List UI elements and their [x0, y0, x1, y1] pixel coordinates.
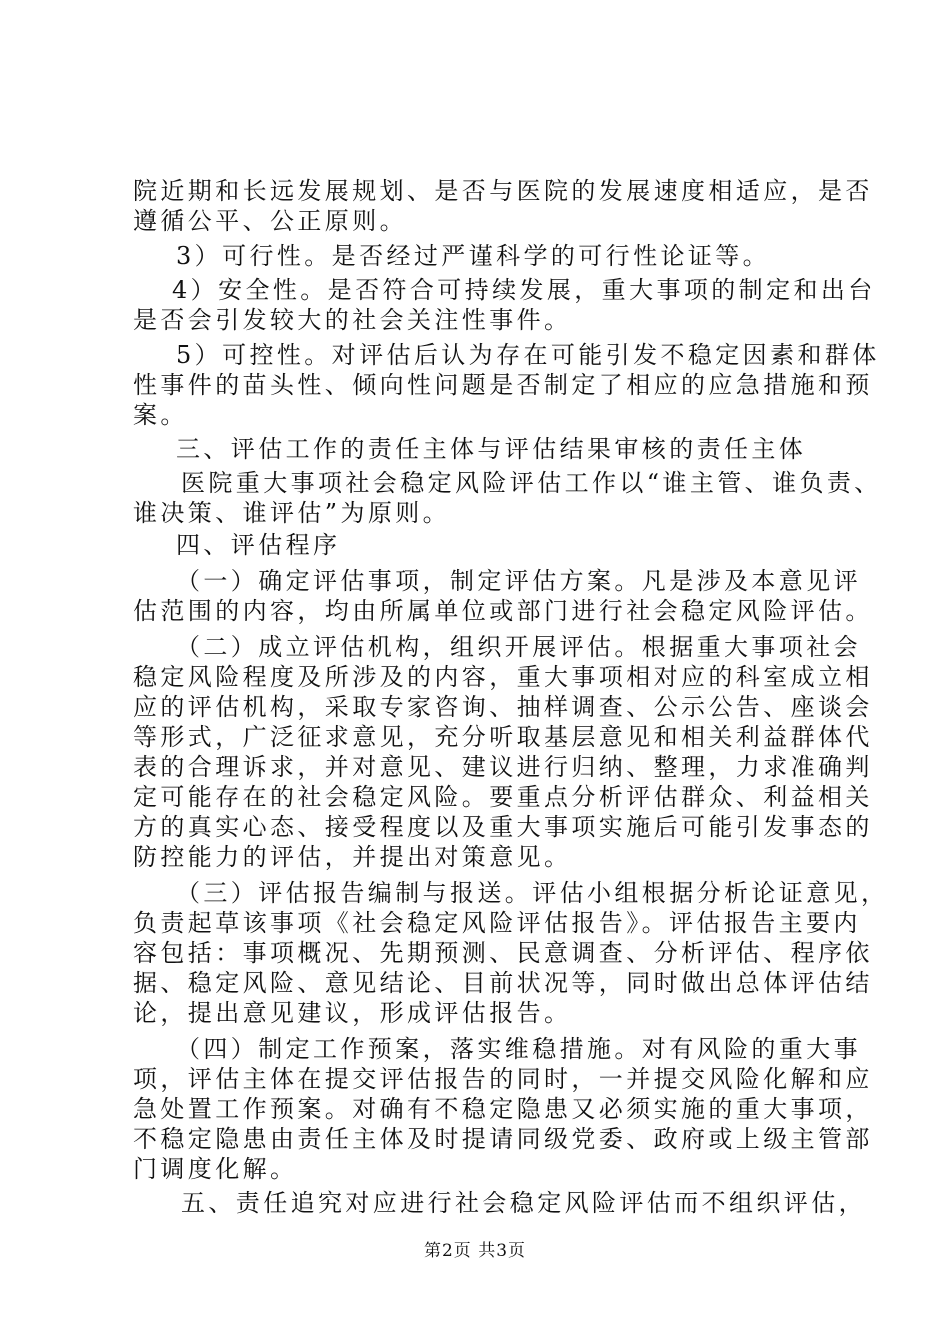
body-text-line: （二）成立评估机构，组织开展评估。根据重大事项社会 [176, 633, 861, 661]
body-text-line: 案。 [133, 401, 188, 429]
body-text-line: 不稳定隐患由责任主体及时提请同级党委、政府或上级主管部 [133, 1125, 873, 1153]
body-text-line: 医院重大事项社会稳定风险评估工作以“谁主管、谁负责、 [181, 469, 882, 497]
body-text-line: 负责起草该事项《社会稳定风险评估报告》。评估报告主要内 [133, 909, 861, 937]
body-text-line: 据、稳定风险、意见结论、目前状况等，同时做出总体评估结 [133, 969, 873, 997]
body-text-line: 项，评估主体在提交评估报告的同时，一并提交风险化解和应 [133, 1065, 873, 1093]
body-text-line: 是否会引发较大的社会关注性事件。 [133, 306, 572, 334]
body-text-line: 性事件的苗头性、倾向性问题是否制定了相应的应急措施和预 [133, 371, 873, 399]
body-text-line: 容包括：事项概况、先期预测、民意调查、分析评估、程序依 [133, 939, 873, 967]
body-text-line: 等形式，广泛征求意见，充分听取基层意见和相关利益群体代 [133, 723, 873, 751]
body-text-line: 表的合理诉求，并对意见、建议进行归纳、整理，力求准确判 [133, 753, 873, 781]
body-text-line: 4）安全性。是否符合可持续发展，重大事项的制定和出台 [172, 276, 876, 304]
body-text-line: 门调度化解。 [133, 1155, 298, 1183]
body-text-line: 定可能存在的社会稳定风险。要重点分析评估群众、利益相关 [133, 783, 873, 811]
body-text-line: 防控能力的评估，并提出对策意见。 [133, 843, 572, 871]
body-text-line: 5）可控性。对评估后认为存在可能引发不稳定因素和群体 [176, 341, 880, 369]
body-text-line: 急处置工作预案。对确有不稳定隐患又必须实施的重大事项， [133, 1095, 873, 1123]
body-text-line: 论，提出意见建议，形成评估报告。 [133, 999, 572, 1027]
body-text-line: （四）制定工作预案，落实维稳措施。对有风险的重大事 [176, 1035, 861, 1063]
body-text-line: 院近期和长远发展规划、是否与医院的发展速度相适应，是否 [133, 177, 873, 205]
body-text-line: 遵循公平、公正原则。 [133, 207, 407, 235]
body-text-line: 估范围的内容，均由所属单位或部门进行社会稳定风险评估。 [133, 597, 873, 625]
body-text-line: 稳定风险程度及所涉及的内容，重大事项相对应的科室成立相 [133, 663, 873, 691]
section-heading: 四、评估程序 [176, 531, 341, 559]
body-text-line: 谁决策、谁评估”为原则。 [133, 499, 451, 527]
section-heading: 三、评估工作的责任主体与评估结果审核的责任主体 [176, 435, 807, 463]
section-heading: 五、责任追究对应进行社会稳定风险评估而不组织评估， [181, 1189, 866, 1217]
body-text-line: 应的评估机构，采取专家咨询、抽样调查、公示公告、座谈会 [133, 693, 873, 721]
body-text-line: 方的真实心态、接受程度以及重大事项实施后可能引发事态的 [133, 813, 873, 841]
body-text-line: （一）确定评估事项，制定评估方案。凡是涉及本意见评 [176, 567, 861, 595]
body-text-line: 3）可行性。是否经过严谨科学的可行性论证等。 [176, 242, 771, 270]
page-footer: 第2页 共3页 [423, 1241, 527, 1261]
body-text-line: （三）评估报告编制与报送。评估小组根据分析论证意见， [176, 879, 889, 907]
